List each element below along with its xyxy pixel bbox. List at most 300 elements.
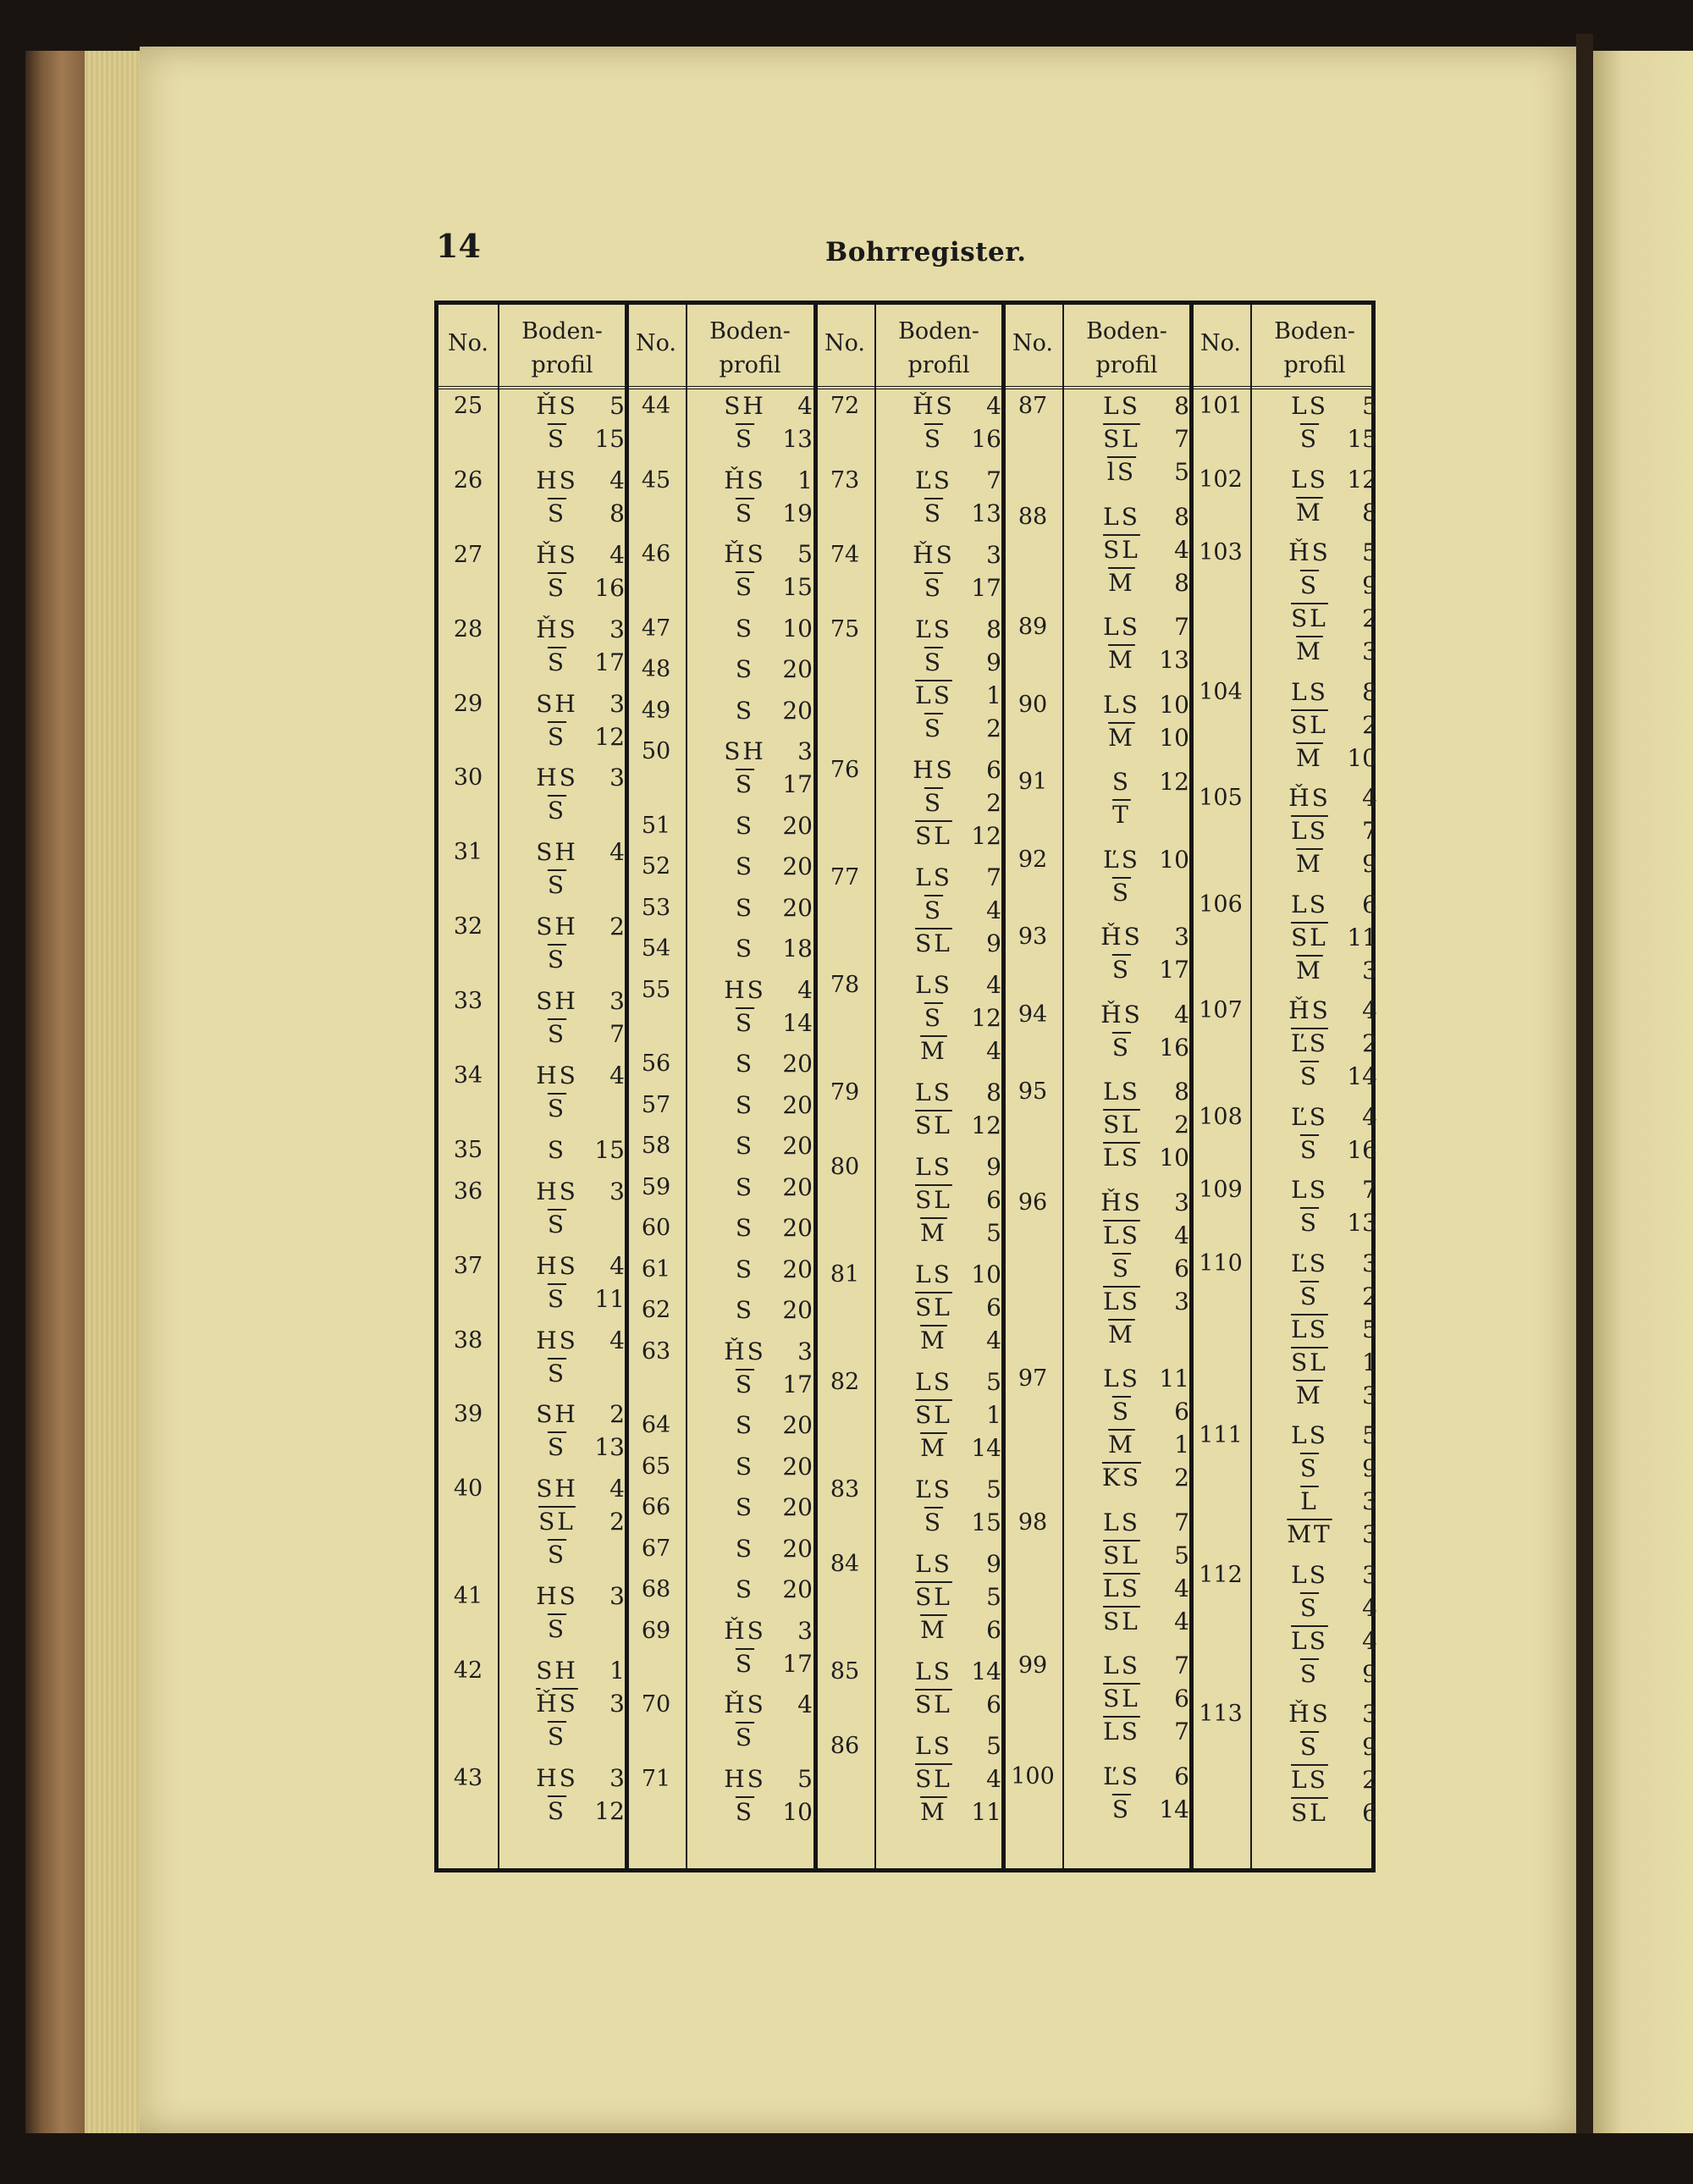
layer-depth: 13 xyxy=(1159,646,1189,674)
layer-depth: 20 xyxy=(782,1255,813,1283)
soil-code: $\overline{M}$ xyxy=(920,1616,947,1644)
soil-code: $\overline{SL}$ xyxy=(1103,425,1140,453)
soil-layer xyxy=(1276,1133,1379,1166)
layer-depth: 4 xyxy=(986,1326,1001,1354)
layer-depth: 20 xyxy=(782,1534,813,1563)
layer-depth: 3 xyxy=(609,1582,625,1611)
soil-layer xyxy=(523,943,626,976)
soil-profile xyxy=(686,1409,814,1442)
soil-profile xyxy=(686,653,814,686)
layer-depth: 4 xyxy=(986,971,1001,999)
soil-profile xyxy=(498,1324,626,1390)
register-entry xyxy=(1003,688,1191,754)
soil-code: ȞS xyxy=(1288,996,1331,1024)
soil-code: $\overline{L}$ xyxy=(1300,1487,1319,1515)
layer-depth: 17 xyxy=(782,1649,813,1678)
register-entry xyxy=(1191,781,1379,880)
soil-layer xyxy=(1276,635,1379,668)
register-entry xyxy=(1191,1100,1379,1166)
soil-layer xyxy=(523,613,626,646)
soil-layer xyxy=(1276,888,1379,921)
soil-code: $\overline{SL}$ xyxy=(1103,1607,1140,1635)
soil-layer xyxy=(711,464,814,497)
soil-code: $\overline{S}$ xyxy=(547,1095,567,1123)
register-entry xyxy=(438,538,626,604)
soil-layer xyxy=(1088,643,1191,676)
layer-depth: 12 xyxy=(1347,465,1377,494)
layer-depth: 16 xyxy=(971,425,1001,453)
soil-profile xyxy=(686,389,814,455)
layer-depth: 3 xyxy=(1362,1249,1377,1277)
soil-layer xyxy=(1088,1539,1191,1572)
soil-layer xyxy=(523,571,626,604)
layer-depth: 5 xyxy=(1362,392,1377,420)
soil-layer xyxy=(1088,1362,1191,1395)
soil-layer xyxy=(900,1183,1003,1216)
layer-depth: 4 xyxy=(609,540,625,569)
soil-layer xyxy=(523,1018,626,1051)
layer-depth: 10 xyxy=(1159,1144,1189,1172)
register-entry xyxy=(815,1076,1003,1142)
soil-layer xyxy=(1276,1379,1379,1412)
soil-layer xyxy=(1276,569,1379,602)
soil-profile xyxy=(1250,676,1379,775)
soil-code: $\overline{SL}$ xyxy=(915,1690,952,1718)
soil-layer xyxy=(711,1721,814,1754)
register-entry xyxy=(626,1532,814,1565)
soil-layer xyxy=(1088,998,1191,1031)
header-profile-line2: profil xyxy=(719,352,781,378)
boring-number: 35 xyxy=(453,1136,483,1163)
soil-code: $\overline{SL}$ xyxy=(1291,1348,1328,1376)
layer-depth: 4 xyxy=(797,1690,813,1718)
soil-layer xyxy=(1276,814,1379,847)
soil-code: $\overline{S}$ xyxy=(1111,1033,1132,1062)
soil-profile xyxy=(498,1133,626,1166)
soil-layer xyxy=(900,1076,1003,1109)
soil-layer xyxy=(523,422,626,455)
boring-number: 102 xyxy=(1199,466,1243,493)
soil-layer xyxy=(900,786,1003,819)
register-entry xyxy=(1191,994,1379,1093)
layer-depth: 5 xyxy=(986,1583,1001,1611)
soil-code: S xyxy=(735,1452,755,1481)
header-profile xyxy=(874,315,1003,383)
register-entry xyxy=(438,1175,626,1241)
soil-code: ȞS xyxy=(536,392,578,420)
layer-depth: 2 xyxy=(1362,604,1377,632)
header-profile xyxy=(498,315,626,383)
header-profile-line1: Boden- xyxy=(1086,318,1167,345)
boring-number: 30 xyxy=(453,764,483,791)
bohrregister-table xyxy=(434,301,1376,1872)
layer-depth xyxy=(1155,876,1189,909)
soil-code: S xyxy=(735,1296,755,1324)
soil-code: $\overline{S}$ xyxy=(547,1615,567,1644)
soil-code: SH xyxy=(536,913,578,941)
boring-number: 59 xyxy=(641,1173,671,1200)
soil-profile xyxy=(874,1150,1003,1249)
layer-depth: 15 xyxy=(594,1135,625,1164)
soil-code: LS xyxy=(1291,465,1328,494)
register-entry xyxy=(1191,1419,1379,1551)
soil-layer xyxy=(1276,1247,1379,1280)
soil-layer xyxy=(1276,463,1379,496)
soil-profile xyxy=(498,687,626,753)
boring-number: 87 xyxy=(1017,393,1048,419)
soil-code: $\overline{M}$ xyxy=(1108,1320,1135,1348)
soil-layer xyxy=(900,613,1003,646)
boring-number: 85 xyxy=(830,1658,860,1685)
layer-depth: 10 xyxy=(1159,723,1189,752)
register-entry xyxy=(626,1573,814,1606)
layer-depth: 20 xyxy=(782,811,813,840)
soil-profile xyxy=(686,891,814,924)
soil-code: $\overline{S}$ xyxy=(547,1433,567,1462)
layer-depth: 20 xyxy=(782,1575,813,1603)
soil-code: S xyxy=(735,1575,755,1603)
boring-number: 42 xyxy=(453,1657,483,1685)
soil-layer xyxy=(523,1613,626,1646)
layer-depth: 3 xyxy=(797,737,813,765)
soil-layer xyxy=(1088,1285,1191,1318)
page-number: 14 xyxy=(436,227,481,265)
register-entry xyxy=(1003,1506,1191,1638)
soil-layer xyxy=(1088,798,1191,831)
header-profile-line2: profil xyxy=(1283,352,1346,378)
register-entry xyxy=(1191,888,1379,987)
layer-depth: 3 xyxy=(1362,1487,1377,1515)
layer-depth: 9 xyxy=(1362,1659,1377,1688)
soil-layer xyxy=(711,1047,814,1080)
soil-layer xyxy=(523,1654,626,1687)
soil-code: ȞS xyxy=(724,1337,766,1365)
soil-code: LS xyxy=(915,971,952,999)
layer-depth: 12 xyxy=(971,1111,1001,1139)
boring-number: 86 xyxy=(830,1733,860,1759)
boring-number: 55 xyxy=(641,976,671,1003)
layer-depth: 1 xyxy=(1174,1431,1189,1459)
soil-code: $\overline{S}$ xyxy=(735,425,755,453)
soil-code: $\overline{SL}$ xyxy=(1103,1685,1140,1712)
soil-layer xyxy=(900,968,1003,1001)
soil-profile xyxy=(1062,389,1191,488)
boring-number: 67 xyxy=(641,1535,671,1562)
soil-layer xyxy=(711,1253,814,1286)
soil-code: $\overline{S}$ xyxy=(547,1541,567,1569)
soil-code: $\overline{S}$ xyxy=(924,714,944,742)
soil-code: $\overline{SL}$ xyxy=(1103,1111,1140,1139)
layer-depth: 2 xyxy=(1362,1766,1377,1794)
soil-code: $\overline{MT}$ xyxy=(1287,1520,1332,1548)
soil-profile xyxy=(686,1614,814,1680)
soil-code: $\overline{S}$ xyxy=(735,1370,755,1398)
soil-layer xyxy=(1276,1518,1379,1551)
layer-depth: 11 xyxy=(594,1284,625,1313)
soil-layer xyxy=(523,538,626,571)
register-entry xyxy=(626,538,814,604)
soil-code: S xyxy=(735,696,755,725)
soil-layer xyxy=(1276,1313,1379,1346)
layer-depth: 2 xyxy=(609,1508,625,1536)
boring-number: 80 xyxy=(830,1154,860,1180)
layer-depth: 10 xyxy=(1159,690,1189,719)
layer-depth xyxy=(591,869,625,902)
header-profile-line2: profil xyxy=(907,352,970,378)
soil-code: LS xyxy=(915,1260,952,1288)
layer-depth: 9 xyxy=(1362,1733,1377,1761)
soil-layer xyxy=(1276,1485,1379,1518)
boring-number: 68 xyxy=(641,1576,671,1602)
layer-depth: 20 xyxy=(782,1172,813,1201)
layer-depth: 18 xyxy=(782,935,813,962)
soil-layer xyxy=(523,1282,626,1315)
layer-depth: 3 xyxy=(1362,1700,1377,1728)
soil-layer xyxy=(523,1538,626,1571)
register-entry xyxy=(1191,676,1379,775)
soil-layer xyxy=(1088,1141,1191,1174)
register-entry xyxy=(626,1129,814,1162)
layer-depth: 5 xyxy=(986,1732,1001,1760)
register-entry xyxy=(626,1335,814,1401)
soil-code: HS xyxy=(536,1062,578,1090)
soil-code: $\overline{S}$ xyxy=(1299,571,1320,599)
soil-code: SH xyxy=(536,1475,578,1503)
layer-depth xyxy=(591,1613,625,1646)
register-entry xyxy=(815,1365,1003,1464)
register-entry xyxy=(626,1293,814,1326)
layer-depth: 3 xyxy=(609,1764,625,1793)
layer-depth: 20 xyxy=(782,1296,813,1324)
soil-layer xyxy=(523,836,626,869)
soil-layer xyxy=(1276,1419,1379,1452)
soil-layer xyxy=(1088,389,1191,422)
boring-number: 46 xyxy=(641,541,671,567)
layer-depth: 4 xyxy=(609,1326,625,1354)
layer-depth: 17 xyxy=(782,770,813,798)
register-entry xyxy=(626,850,814,883)
layer-depth: 4 xyxy=(609,838,625,867)
soil-code: HS xyxy=(536,1582,578,1611)
soil-profile xyxy=(686,1573,814,1606)
layer-depth: 1 xyxy=(986,681,1001,709)
register-entry xyxy=(438,836,626,902)
soil-profile xyxy=(1062,1362,1191,1494)
soil-code: SH xyxy=(536,1400,578,1429)
soil-code: S xyxy=(735,1255,755,1283)
header-profile-line1: Boden- xyxy=(898,318,979,345)
soil-profile xyxy=(1062,1649,1191,1748)
soil-code: LS xyxy=(1291,677,1328,706)
register-entry xyxy=(438,1580,626,1646)
register-entry xyxy=(626,612,814,645)
soil-layer xyxy=(523,1133,626,1166)
boring-number: 54 xyxy=(641,935,671,962)
soil-code: $\overline{SL}$ xyxy=(915,929,952,957)
register-entry xyxy=(1191,1558,1379,1690)
layer-depth: 12 xyxy=(594,1797,625,1826)
soil-code: LS xyxy=(1291,1176,1328,1204)
soil-layer xyxy=(900,1580,1003,1613)
soil-layer xyxy=(900,1547,1003,1580)
soil-code: LS xyxy=(915,1657,952,1685)
register-entry xyxy=(815,1729,1003,1828)
layer-depth: 13 xyxy=(1347,1209,1377,1237)
soil-profile xyxy=(874,968,1003,1067)
soil-code: S xyxy=(735,1050,755,1078)
soil-profile xyxy=(1062,688,1191,754)
page-edges xyxy=(85,51,144,2133)
soil-layer xyxy=(523,720,626,753)
layer-depth: 3 xyxy=(609,689,625,718)
soil-layer xyxy=(900,1001,1003,1034)
layer-depth: 1 xyxy=(797,466,813,494)
layer-depth: 2 xyxy=(1174,1111,1189,1139)
soil-code: S xyxy=(735,852,755,880)
boring-number: 66 xyxy=(641,1494,671,1520)
soil-layer xyxy=(900,389,1003,422)
soil-code: $\overline{S}$ xyxy=(1299,425,1320,453)
boring-number: 72 xyxy=(830,393,860,419)
boring-number: 81 xyxy=(830,1261,860,1288)
header-profile-line2: profil xyxy=(1095,352,1158,378)
soil-code: $\overline{M}$ xyxy=(1108,568,1135,597)
soil-profile xyxy=(1250,1100,1379,1166)
soil-profile xyxy=(874,464,1003,530)
soil-code: $\overline{T}$ xyxy=(1112,801,1131,829)
soil-code: $\overline{S}$ xyxy=(1299,1282,1320,1310)
soil-layer xyxy=(900,464,1003,497)
soil-layer xyxy=(1276,1697,1379,1730)
soil-code: $\overline{SL}$ xyxy=(1291,604,1328,632)
boring-number: 106 xyxy=(1199,891,1243,918)
soil-profile xyxy=(498,538,626,604)
soil-layer xyxy=(900,1506,1003,1539)
register-entry xyxy=(438,389,626,455)
header-no: No. xyxy=(1200,330,1241,356)
soil-layer xyxy=(711,1795,814,1828)
soil-profile xyxy=(686,1171,814,1204)
boring-number: 61 xyxy=(641,1255,671,1282)
soil-code: $\overline{S}$ xyxy=(735,1723,755,1751)
soil-layer xyxy=(523,1175,626,1208)
header-profile-line1: Boden- xyxy=(1274,318,1355,345)
boring-number: 38 xyxy=(453,1326,483,1354)
soil-code: $\overline{SL}$ xyxy=(1291,923,1328,951)
layer-depth: 10 xyxy=(782,614,813,643)
layer-depth xyxy=(1155,798,1189,831)
soil-code: LS xyxy=(1103,690,1140,719)
layer-depth: 10 xyxy=(782,1797,813,1826)
soil-code: $\overline{LS}$ xyxy=(1291,1766,1328,1794)
soil-profile xyxy=(686,612,814,645)
soil-layer xyxy=(900,679,1003,712)
soil-layer xyxy=(900,1688,1003,1721)
layer-depth: 7 xyxy=(986,863,1001,891)
boring-number: 83 xyxy=(830,1476,860,1503)
layer-depth: 4 xyxy=(1174,535,1189,564)
layer-depth: 2 xyxy=(1362,1029,1377,1057)
soil-profile xyxy=(686,1089,814,1122)
soil-profile xyxy=(874,1473,1003,1539)
soil-code: $\overline{S}$ xyxy=(735,499,755,527)
soil-code: $\overline{S}$ xyxy=(924,1508,944,1536)
soil-layer xyxy=(1276,496,1379,529)
soil-profile xyxy=(686,1211,814,1244)
header-no: No. xyxy=(824,330,865,356)
soil-code: $\overline{M}$ xyxy=(1296,956,1323,984)
register-entry xyxy=(626,1491,814,1524)
soil-code: $\overline{SL}$ xyxy=(915,1186,952,1214)
soil-profile xyxy=(686,538,814,604)
soil-code: ĽS xyxy=(1103,1762,1140,1790)
boring-number: 34 xyxy=(453,1062,483,1089)
soil-code: $\overline{S}$ xyxy=(1111,878,1132,907)
layer-depth: 4 xyxy=(797,975,813,1004)
soil-layer xyxy=(1276,602,1379,635)
soil-code: $\overline{KS}$ xyxy=(1101,1464,1142,1492)
register-entry xyxy=(626,1171,814,1204)
layer-depth xyxy=(591,1092,625,1125)
soil-code: ȞS xyxy=(913,392,955,420)
soil-profile xyxy=(686,694,814,727)
soil-layer xyxy=(1088,455,1191,488)
soil-profile xyxy=(498,1654,626,1753)
soil-layer xyxy=(1088,610,1191,643)
soil-code: ĽS xyxy=(1291,1102,1328,1131)
soil-profile xyxy=(686,1491,814,1524)
layer-depth: 3 xyxy=(609,1177,625,1205)
layer-depth: 4 xyxy=(986,1765,1001,1793)
layer-depth: 12 xyxy=(1159,768,1189,796)
soil-code: $\overline{LS}$ xyxy=(1103,1718,1140,1746)
register-entry xyxy=(626,891,814,924)
register-entry xyxy=(815,613,1003,745)
register-column xyxy=(1003,389,1191,1862)
boring-number: 77 xyxy=(830,864,860,891)
soil-code: $\overline{S}$ xyxy=(735,1008,755,1037)
soil-layer xyxy=(1276,389,1379,422)
layer-depth: 3 xyxy=(609,615,625,643)
soil-layer xyxy=(523,646,626,679)
layer-depth xyxy=(779,1721,813,1754)
layer-depth: 6 xyxy=(1174,1254,1189,1282)
boring-number: 75 xyxy=(830,616,860,643)
soil-layer xyxy=(1276,1796,1379,1829)
soil-profile xyxy=(498,1762,626,1828)
layer-depth: 8 xyxy=(1174,392,1189,420)
soil-profile xyxy=(498,613,626,679)
soil-profile xyxy=(874,1655,1003,1721)
soil-code: ȞS xyxy=(1288,1700,1331,1728)
soil-profile xyxy=(874,1365,1003,1464)
layer-depth: 4 xyxy=(609,1475,625,1503)
soil-code: S xyxy=(735,935,755,962)
soil-layer xyxy=(711,1688,814,1721)
soil-profile xyxy=(1062,765,1191,831)
layer-depth: 6 xyxy=(1362,890,1377,918)
soil-layer xyxy=(1088,953,1191,986)
soil-profile xyxy=(1062,1760,1191,1826)
soil-code: $\overline{S}$ xyxy=(924,1004,944,1032)
register-entry xyxy=(626,1211,814,1244)
register-entry xyxy=(1003,765,1191,831)
boring-number: 28 xyxy=(453,615,483,643)
soil-layer xyxy=(711,891,814,924)
boring-number: 70 xyxy=(641,1691,671,1718)
soil-code: ȞS xyxy=(913,541,955,569)
soil-code: S xyxy=(735,1214,755,1242)
